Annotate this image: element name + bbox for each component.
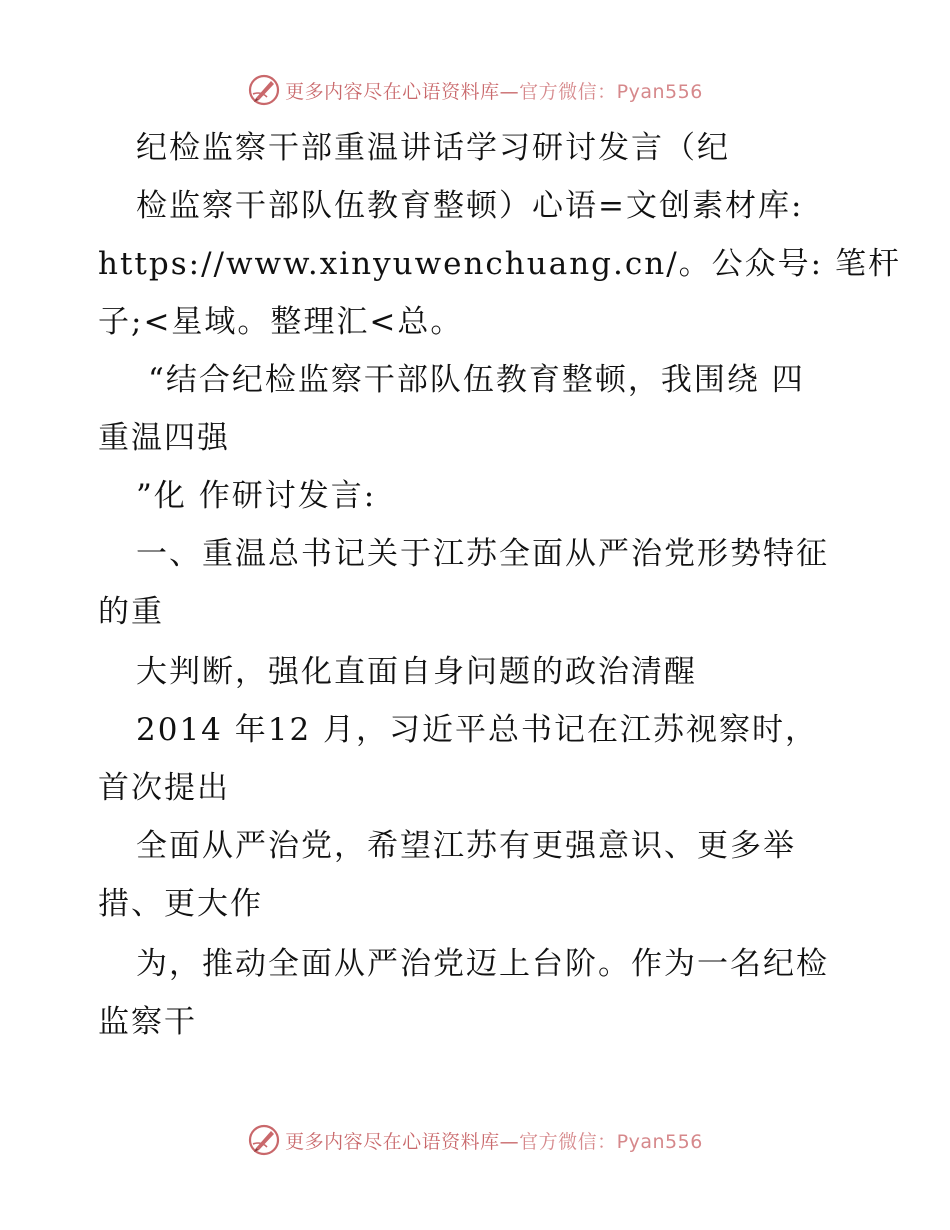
doc-line-4: 子;<星域。整理汇<总。 xyxy=(98,304,464,340)
doc-line-5: “结合纪检监察干部队伍教育整顿，我围绕 四 xyxy=(148,362,805,398)
doc-line-1: 纪检监察干部重温讲话学习研讨发言（纪 xyxy=(136,130,730,166)
doc-line-10: 大判断，强化直面自身问题的政治清醒 xyxy=(136,654,697,690)
doc-line-2: 检监察干部队伍教育整顿）心语=文创素材库: xyxy=(136,188,804,224)
doc-line-11: 2014 年12 月，习近平总书记在江苏视察时， xyxy=(136,712,819,748)
doc-line-15: 为，推动全面从严治党迈上台阶。作为一名纪检 xyxy=(136,946,829,982)
doc-line-7: ”化 作研讨发言: xyxy=(136,478,377,514)
footer-banner xyxy=(0,1120,950,1160)
doc-line-6: 重温四强 xyxy=(98,420,230,456)
doc-line-12: 首次提出 xyxy=(98,770,230,806)
doc-line-8: 一、重温总书记关于江苏全面从严治党形势特征 xyxy=(136,536,829,572)
doc-line-3: https://www.xinyuwenchuang.cn/。公众号: 笔杆 xyxy=(98,246,901,282)
header-banner-wechat: 官方微信：Pyan556 xyxy=(519,80,703,103)
footer-banner-wechat: 官方微信：Pyan556 xyxy=(519,1130,703,1153)
doc-line-14: 措、更大作 xyxy=(98,886,263,922)
doc-line-13: 全面从严治党，希望江苏有更强意识、更多举 xyxy=(136,828,796,864)
footer-banner-text xyxy=(285,1127,703,1154)
doc-line-16: 监察干 xyxy=(98,1004,197,1040)
doc-line-9: 的重 xyxy=(98,594,164,630)
quill-pen-logo-icon xyxy=(247,1123,281,1157)
footer-banner-main: 更多内容尽在心语资料库— xyxy=(285,1130,520,1153)
header-banner-main: 更多内容尽在心语资料库— xyxy=(285,80,520,103)
